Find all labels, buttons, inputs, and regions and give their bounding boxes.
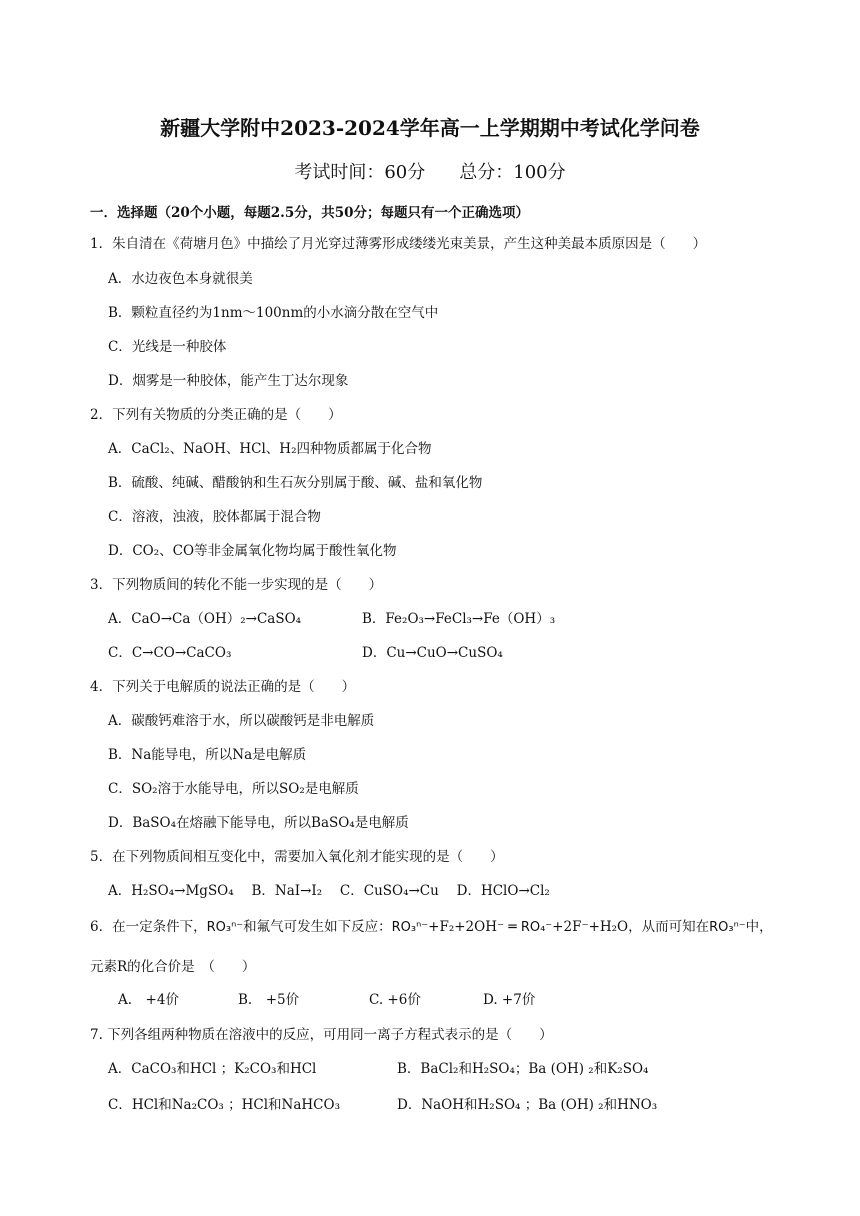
question-1-stem: 1．朱自清在《荷塘月色》中描绘了月光穿过薄雾形成缕缕光束美景，产生这种美最本质原因是（ ） [90,236,707,252]
question-5-stem: 5．在下列物质间相互变化中，需要加入氧化剂才能实现的是（ ） [90,849,504,865]
question-1-option-a: A．水边夜色本身就很美 [108,271,253,287]
question-6-stem [90,918,773,937]
q6-text-2: 和氟气可发生如下反应： [243,919,392,935]
exam-info [0,158,860,184]
question-6-stem-line2: 元素R的化合价是 （ ） [90,959,256,975]
question-2-option-d: D．CO₂、CO等非金属氧化物均属于酸性氧化物 [108,543,397,559]
q6-text-4: +2F⁻+H₂O，从而可知在 [552,919,710,935]
question-6-option-a: A. +4价 [118,992,179,1008]
question-1-option-b: B．颗粒直径约为1nm～100nm的小水滴分散在空气中 [108,305,439,321]
q6-text-3: +F₂+2OH⁻ ═ [428,919,521,935]
question-4-option-a: A．碳酸钙难溶于水，所以碳酸钙是非电解质 [108,713,375,729]
question-7-option-b: B．BaCl₂和H₂SO₄；Ba (OH) ₂和K₂SO₄ [397,1061,649,1077]
section-heading: 一．选择题（20个小题，每题2.5分，共50分；每题只有一个正确选项） [90,205,530,221]
question-3-option-b: B．Fe₂O₃→FeCl₃→Fe（OH）₃ [362,611,556,627]
q6-text-5: 中， [745,919,773,935]
question-2-stem: 2．下列有关物质的分类正确的是（ ） [90,407,342,423]
question-7-stem: 7. 下列各组两种物质在溶液中的反应，可用同一离子方程式表示的是（ ） [90,1027,553,1043]
question-4-option-d: D．BaSO₄在熔融下能导电，所以BaSO₄是电解质 [108,815,409,831]
question-3-stem: 3．下列物质间的转化不能一步实现的是（ ） [90,577,383,593]
ion-ro3-n: RO₃ⁿ⁻ [206,920,244,935]
question-6-option-d: D. +7价 [483,992,536,1008]
question-1-option-d: D．烟雾是一种胶体，能产生丁达尔现象 [108,373,349,389]
question-6-option-c: C. +6价 [369,992,421,1008]
question-2-option-a: A．CaCl₂、NaOH、HCl、H₂四种物质都属于化合物 [108,441,432,457]
question-3-option-a: A．CaO→Ca（OH）₂→CaSO₄ [108,611,302,627]
question-6-option-b: B. +5价 [238,992,300,1008]
question-1-option-c: C．光线是一种胶体 [108,339,227,355]
question-3-option-d: D．Cu→CuO→CuSO₄ [362,645,503,661]
question-2-option-c: C．溶液，浊液，胶体都属于混合物 [108,509,321,525]
question-7-option-c: C．HCl和Na₂CO₃ ；HCl和NaHCO₃ [108,1097,340,1113]
question-5-options: A．H₂SO₄→MgSO₄ B．NaI→I₂ C．CuSO₄→Cu D．HClO→Cl₂ [108,883,550,899]
ion-ro4: RO₄⁻ [520,920,553,935]
q6-text-1: 6．在一定条件下， [90,919,207,935]
ion-ro3-n-reactant: RO₃ⁿ⁻ [391,920,429,935]
question-7-option-a: A．CaCO₃和HCl ；K₂CO₃和HCl [108,1061,317,1077]
exam-time: 考试时间：60分 [294,162,426,183]
page-title: 新疆大学附中2023-2024学年高一上学期期中考试化学问卷 [160,116,700,140]
exam-total: 总分：100分 [459,162,566,183]
question-7-option-d: D．NaOH和H₂SO₄ ；Ba (OH) ₂和HNO₃ [397,1097,658,1113]
question-3-option-c: C．C→CO→CaCO₃ [108,645,232,661]
question-2-option-b: B．硫酸、纯碱、醋酸钠和生石灰分别属于酸、碱、盐和氧化物 [108,475,483,491]
ion-ro3-n-query: RO₃ⁿ⁻ [709,920,746,935]
question-4-option-c: C．SO₂溶于水能导电，所以SO₂是电解质 [108,781,359,797]
question-4-stem: 4．下列关于电解质的说法正确的是（ ） [90,679,356,695]
question-4-option-b: B．Na能导电，所以Na是电解质 [108,747,307,763]
